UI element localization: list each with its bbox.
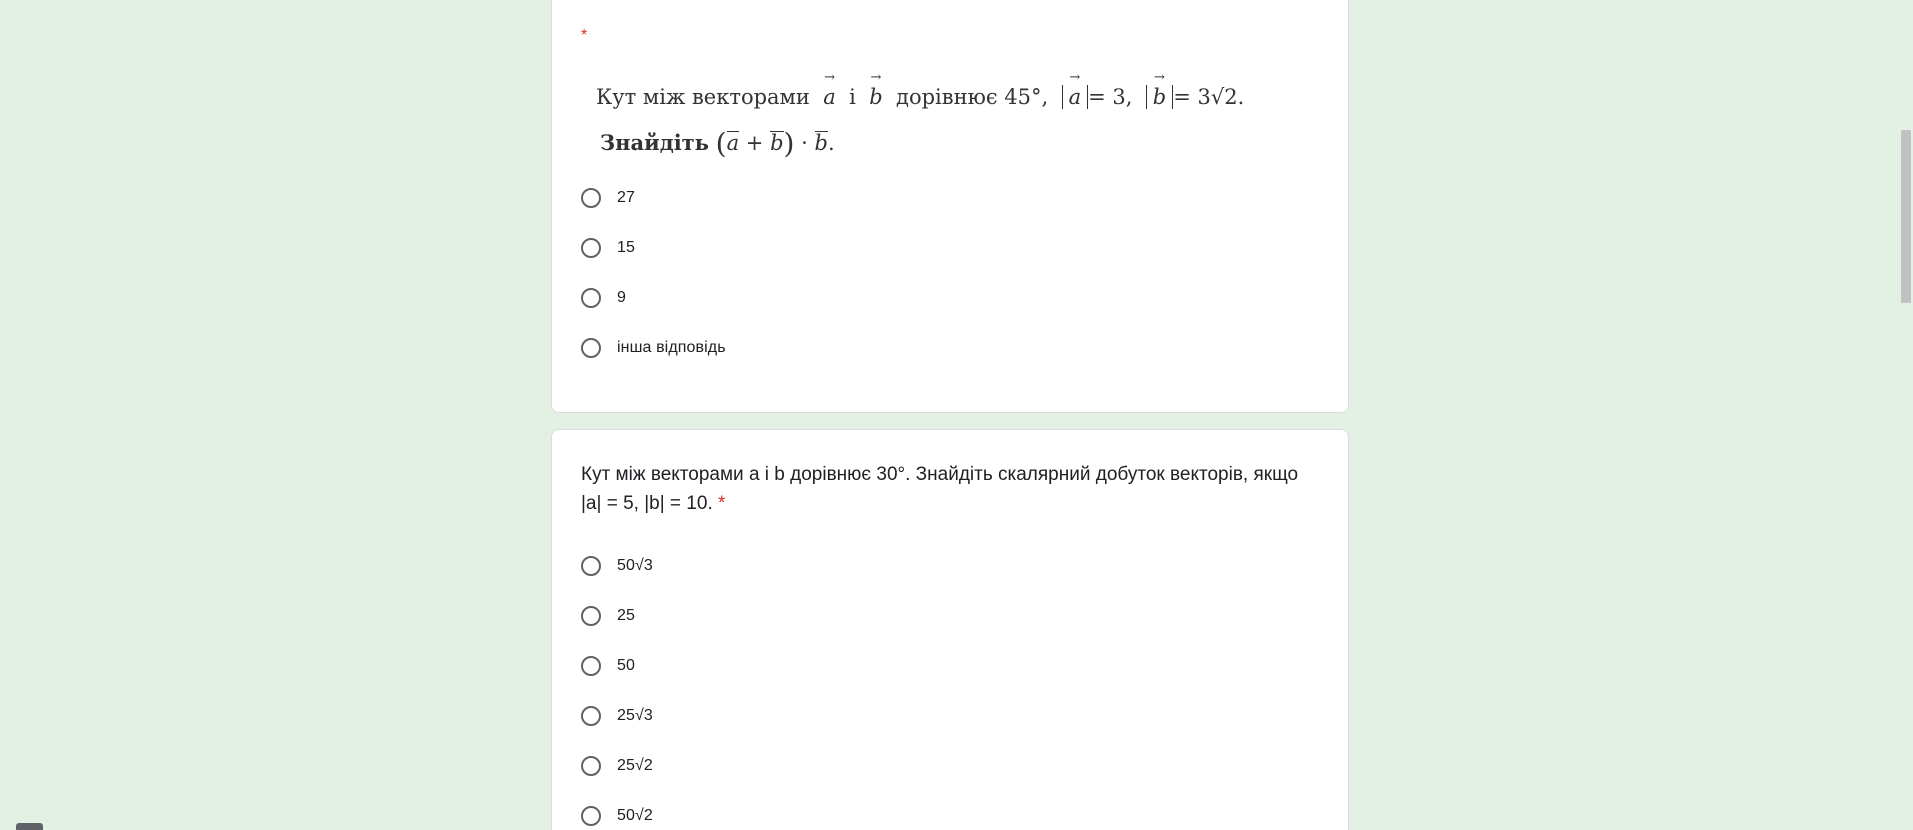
- option-27[interactable]: [581, 183, 635, 213]
- scrollbar-thumb[interactable]: [1901, 130, 1911, 303]
- radio-button[interactable]: [581, 556, 601, 576]
- radio-button[interactable]: [581, 188, 601, 208]
- question-card-1: [551, 0, 1349, 413]
- question-image-line-1: Кут між векторами → a і → b дорівнює 45°, → a = 3, → b = 3√2.: [596, 85, 1244, 109]
- option-label: 25√3: [617, 707, 653, 724]
- option-50-sqrt3[interactable]: [581, 551, 653, 581]
- question-card-2: [551, 429, 1349, 830]
- option-label: 25√2: [617, 757, 653, 774]
- question-image: [596, 71, 1296, 171]
- bottom-left-tab[interactable]: [16, 823, 43, 830]
- radio-button[interactable]: [581, 656, 601, 676]
- option-25[interactable]: [581, 601, 635, 631]
- option-25-sqrt3[interactable]: [581, 701, 653, 731]
- question-image-line-2: Знайдіть (a + b) · b.: [600, 127, 835, 160]
- option-label: 27: [617, 189, 635, 206]
- option-label: 15: [617, 239, 635, 256]
- radio-button[interactable]: [581, 238, 601, 258]
- radio-button[interactable]: [581, 706, 601, 726]
- option-label: інша відповідь: [617, 339, 726, 356]
- option-label: 25: [617, 607, 635, 624]
- option-label: 50√2: [617, 807, 653, 824]
- option-15[interactable]: [581, 233, 635, 263]
- option-label: 9: [617, 289, 626, 306]
- radio-button[interactable]: [581, 756, 601, 776]
- required-asterisk: *: [581, 27, 588, 44]
- option-label: 50√3: [617, 557, 653, 574]
- question-title: Кут між векторами a і b дорівнює 30°. Знайдіть скалярний добуток векторів, якщо |a| = 5, |b| = 10. *: [581, 464, 1299, 514]
- option-label: 50: [617, 657, 635, 674]
- option-9[interactable]: [581, 283, 626, 313]
- scrollbar[interactable]: [1898, 0, 1913, 830]
- radio-button[interactable]: [581, 806, 601, 826]
- option-50[interactable]: [581, 651, 635, 681]
- option-other-answer[interactable]: [581, 333, 726, 363]
- option-25-sqrt2[interactable]: [581, 751, 653, 781]
- radio-button[interactable]: [581, 338, 601, 358]
- radio-button[interactable]: [581, 288, 601, 308]
- required-asterisk: *: [718, 493, 726, 514]
- option-50-sqrt2[interactable]: [581, 801, 653, 830]
- radio-button[interactable]: [581, 606, 601, 626]
